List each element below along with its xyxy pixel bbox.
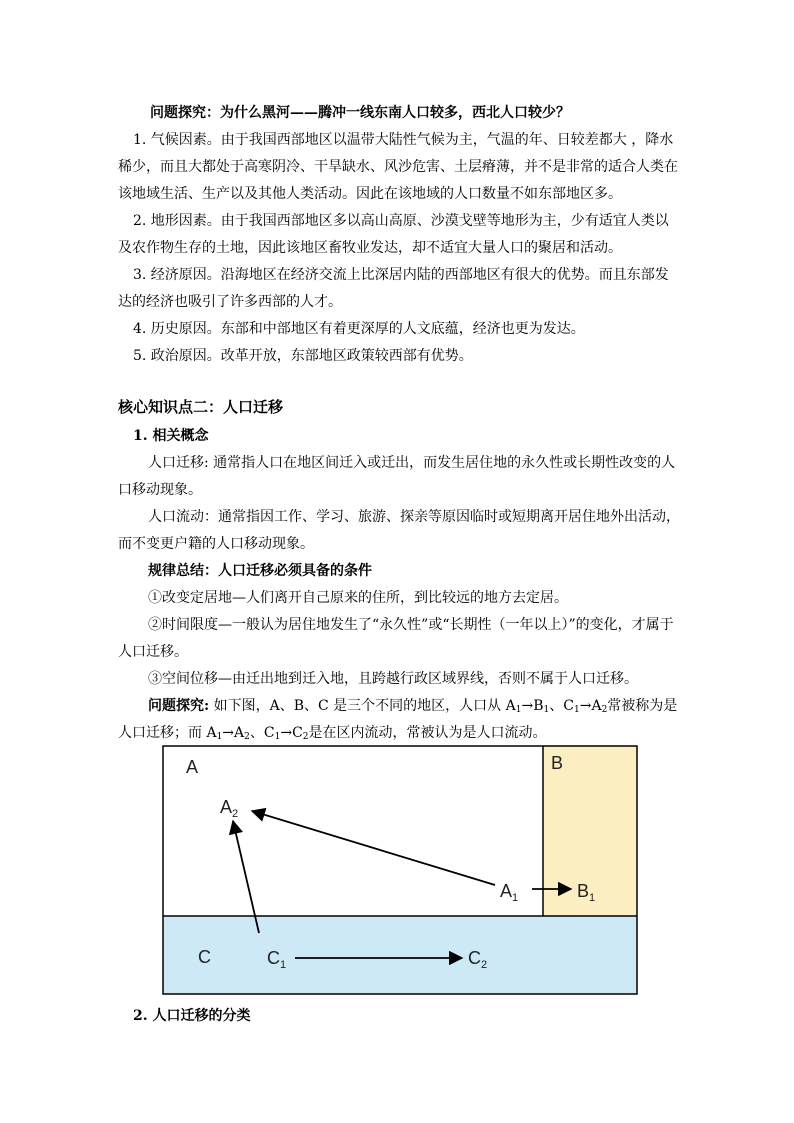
condition-2-line-2: 人口迁移。 bbox=[118, 644, 188, 660]
section-heading: 核心知识点二：人口迁移 bbox=[118, 398, 284, 416]
def-flow-line-2: 而不变更户籍的人口移动现象。 bbox=[118, 536, 314, 552]
q1-item-1-line-2: 稀少，而且大都处于高寒阴冷、干旱缺水、风沙危害、土层瘠薄，并不是非常的适合人类在 bbox=[118, 159, 678, 175]
point-a1-sub: 1 bbox=[512, 892, 519, 904]
region-b-label: B bbox=[551, 753, 564, 773]
separator: 、 bbox=[549, 698, 564, 714]
label-a: A bbox=[234, 725, 245, 741]
sub-a1: 1 bbox=[515, 705, 522, 715]
arrow: → bbox=[521, 698, 534, 714]
sub-b1: 1 bbox=[543, 705, 550, 715]
region-a-label: A bbox=[186, 757, 199, 777]
sub-a2: 2 bbox=[601, 705, 608, 715]
q2-text-1-tail: 常被称为是 bbox=[607, 698, 678, 714]
label-b: B bbox=[533, 698, 544, 714]
def-migration-line-1: 人口迁移: 通常指人口在地区间迁入或迁出，而发生居住地的永久性或长期性改变的人 bbox=[148, 455, 676, 471]
q1-item-1-line-3: 该地域生活、生产以及其他人类活动。因此在该地域的人口数量不如东部地区多。 bbox=[118, 186, 622, 202]
point-c2-sub: 2 bbox=[481, 959, 488, 971]
separator: 、 bbox=[249, 725, 264, 741]
q2-text-1: 如下图，A、B、C 是三个不同的地区，人口从 A bbox=[209, 698, 516, 714]
label-c: C bbox=[292, 725, 303, 741]
sub-a1: 1 bbox=[216, 732, 223, 742]
point-a1-main: A bbox=[500, 881, 513, 901]
region-c-label: C bbox=[198, 947, 211, 967]
q1-item-5: 5. 政治原因。改革开放，东部地区政策较西部有优势。 bbox=[133, 348, 473, 364]
rule-summary-title: 规律总结：人口迁移必须具备的条件 bbox=[148, 563, 372, 579]
arrow: → bbox=[579, 698, 592, 714]
condition-3: ③空间位移—由迁出地到迁入地，且跨越行政区域界线，否则不属于人口迁移。 bbox=[148, 671, 638, 687]
sub-a2: 2 bbox=[244, 732, 250, 742]
point-a2-main: A bbox=[220, 797, 233, 817]
label-a: A bbox=[591, 698, 602, 714]
sub-c1: 1 bbox=[573, 705, 580, 715]
arrow: → bbox=[280, 725, 293, 741]
q1-item-2-line-2: 及农作物生存的土地，因此该地区畜牧业发达，却不适宜大量人口的聚居和活动。 bbox=[118, 240, 622, 256]
q1-item-2-line-1: 2. 地形因素。由于我国西部地区多以高山高原、沙漠戈壁等地形为主，少有适宜人类以 bbox=[133, 213, 669, 229]
point-b1-main: B bbox=[577, 881, 590, 901]
q2-text-2-tail: 是在区内流动，常被认为是人口流动。 bbox=[308, 725, 547, 741]
def-migration-line-2: 口移动现象。 bbox=[118, 482, 202, 498]
subheading-classification: 2. 人口迁移的分类 bbox=[133, 1008, 251, 1024]
point-b1-sub: 1 bbox=[589, 892, 596, 904]
point-a2-sub: 2 bbox=[232, 808, 239, 820]
label-c: C bbox=[263, 725, 275, 741]
q1-item-1-line-1: 1. 气候因素。由于我国西部地区以温带大陆性气候为主，气温的年、日较差都大 ，降水 bbox=[133, 132, 674, 148]
arrow: → bbox=[222, 725, 235, 741]
point-c1-sub: 1 bbox=[280, 959, 287, 971]
q2-line-1 bbox=[148, 697, 677, 719]
point-c2-main: C bbox=[468, 948, 481, 968]
subheading-concepts: 1. 相关概念 bbox=[133, 428, 209, 444]
migration-diagram bbox=[162, 745, 638, 995]
q1-item-4: 4. 历史原因。东部和中部地区有着更深厚的人文底蕴，经济也更为发达。 bbox=[133, 321, 585, 337]
q1-title: 问题探究：为什么黑河——腾冲一线东南人口较多，西北人口较少？ bbox=[150, 105, 570, 121]
condition-1: ①改变定居地—人们离开自己原来的住所，到比较远的地方去定居。 bbox=[148, 590, 568, 606]
condition-2-line-1: ②时间限度—一般认为居住地发生了“永久性”或“长期性（一年以上）”的变化，才属于 bbox=[148, 617, 674, 633]
q2-label: 问题探究: bbox=[148, 698, 210, 714]
point-c1-main: C bbox=[267, 948, 280, 968]
region-c-area bbox=[163, 916, 637, 994]
sub-c1: 1 bbox=[274, 732, 281, 742]
label-c: C bbox=[563, 698, 574, 714]
def-flow-line-1: 人口流动：通常指因工作、学习、旅游、探亲等原因临时或短期离开居住地外出活动， bbox=[148, 509, 680, 525]
sub-c2: 2 bbox=[302, 732, 309, 742]
q2-line-2 bbox=[118, 724, 547, 746]
q1-item-3-line-2: 达的经济也吸引了许多西部的人才。 bbox=[118, 294, 342, 310]
q2-text-2: 人口迁移；而 A bbox=[118, 725, 217, 741]
q1-item-3-line-1: 3. 经济原因。沿海地区在经济交流上比深居内陆的西部地区有很大的优势。而且东部发 bbox=[133, 267, 669, 283]
